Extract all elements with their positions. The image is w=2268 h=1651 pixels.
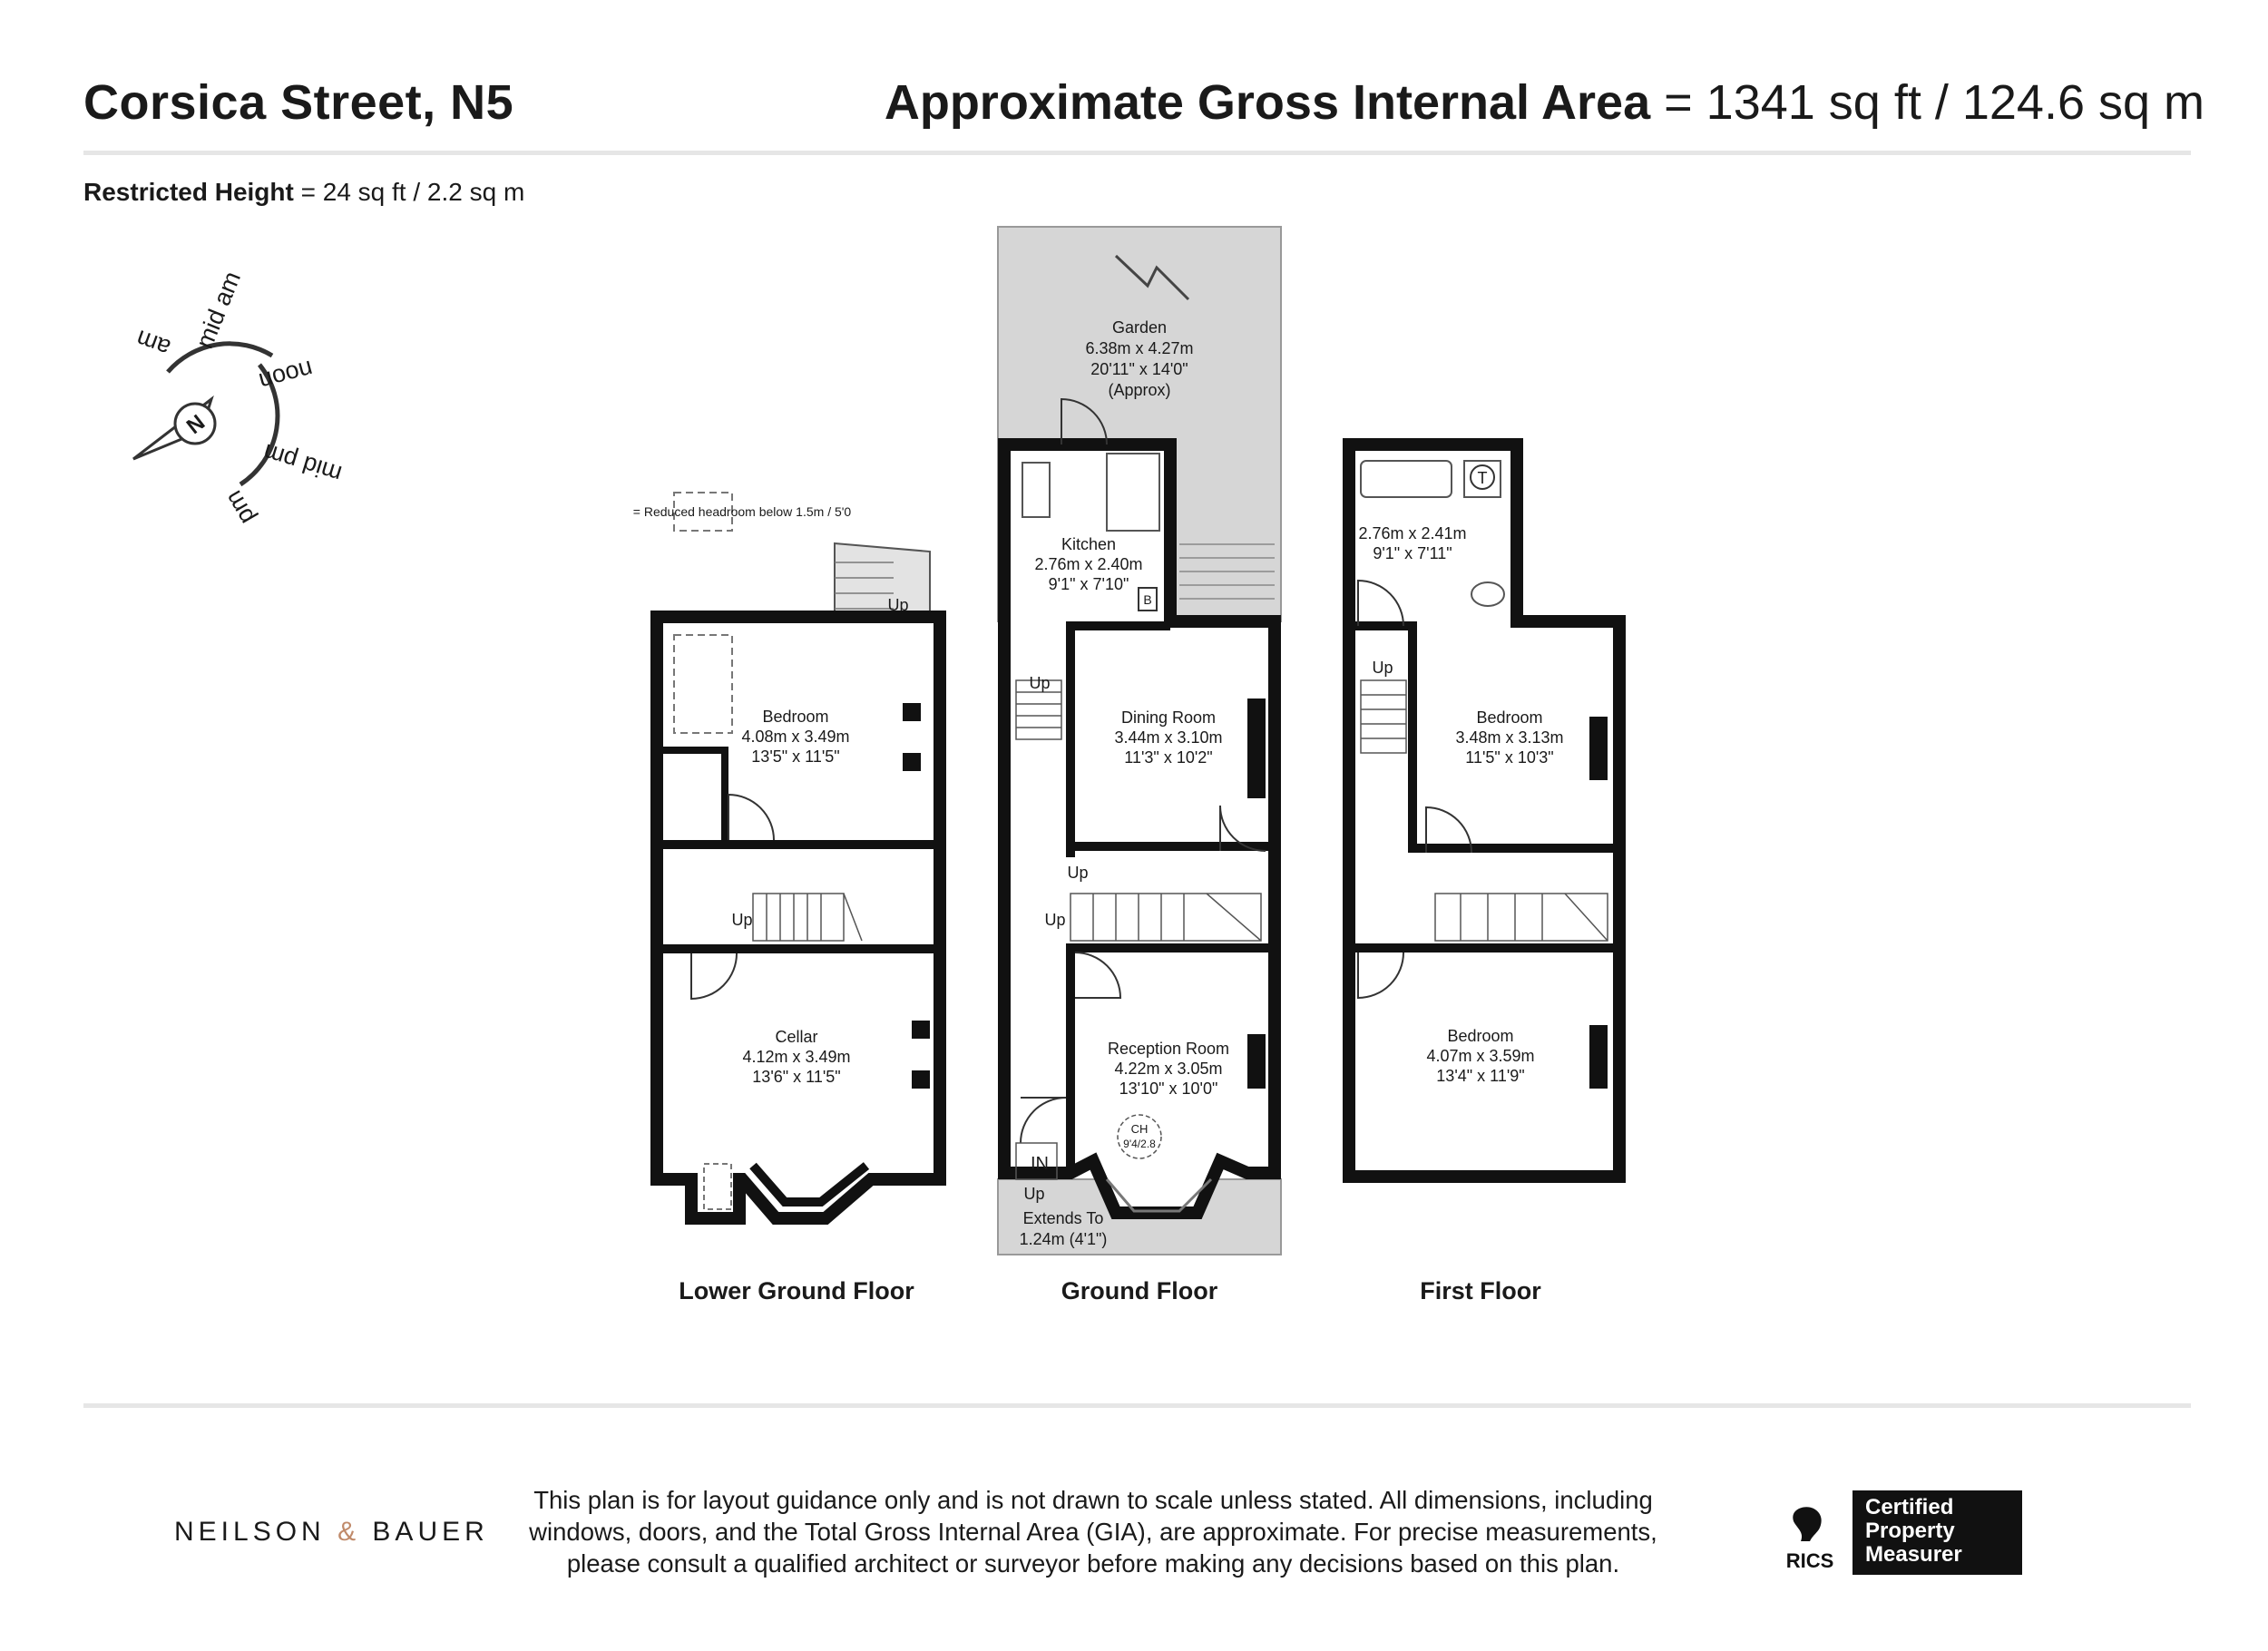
gf-up-label-mid: Up [1067, 864, 1089, 882]
ff-up-label: Up [1372, 659, 1393, 677]
bathroom-metric: 2.76m x 2.41m [1358, 524, 1467, 542]
compass-label-noon: noon [256, 355, 317, 396]
badge-line-1: Certified [1865, 1495, 1954, 1519]
kitchen-imperial: 9'1" x 7'10" [1048, 575, 1129, 593]
gf-up-label-front: Up [1023, 1185, 1045, 1203]
ff-bedroom-front-imperial: 13'4" x 11'9" [1436, 1067, 1525, 1085]
gf-up-label-stairs: Up [1044, 911, 1066, 929]
dining-name: Dining Room [1120, 708, 1217, 727]
badge-line-3: Measurer [1865, 1542, 1962, 1567]
rics-lion-icon [1793, 1507, 1821, 1541]
gf-up-label-rear: Up [1029, 674, 1051, 692]
lower-ground-floor-plan [657, 543, 940, 1218]
gia-value: = 1341 sq ft / 124.6 sq m [1664, 75, 2204, 130]
lgf-cellar-metric: 4.12m x 3.49m [742, 1048, 851, 1066]
lgf-bedroom-metric: 4.08m x 3.49m [741, 728, 850, 746]
dining-metric: 3.44m x 3.10m [1114, 728, 1223, 747]
ceiling-height-value: 9'4/2.8 [1123, 1138, 1156, 1150]
gia-label: Approximate Gross Internal Area [884, 75, 1651, 130]
kitchen-name: Kitchen [1061, 535, 1117, 553]
boiler-label: B [1143, 592, 1152, 607]
lgf-cellar-name: Cellar [775, 1028, 818, 1046]
first-floor-label: First Floor [1420, 1277, 1541, 1304]
compass-label-mid-am: mid am [191, 267, 247, 353]
compass-north-label: N [181, 410, 210, 440]
extends-value: 1.24m (4'1") [1019, 1230, 1108, 1248]
compass-label-pm: pm [219, 485, 260, 530]
compass-label-mid-pm: mid pm [259, 438, 346, 488]
garden-metric: 6.38m x 4.27m [1085, 339, 1194, 357]
restricted-label: Restricted Height [83, 178, 294, 206]
lgf-bedroom-name: Bedroom [762, 708, 829, 726]
extends-label: Extends To [1022, 1209, 1104, 1227]
dining-imperial: 11'3" x 10'2" [1124, 748, 1213, 767]
garden-note: (Approx) [1108, 381, 1171, 399]
ff-bedroom-rear-metric: 3.48m x 3.13m [1455, 728, 1564, 747]
brand-ampersand: & [337, 1517, 361, 1547]
reception-imperial: 13'10" x 10'0" [1119, 1080, 1218, 1098]
rics-logo [1774, 1501, 1846, 1574]
brand-left: NEILSON [174, 1517, 326, 1547]
lower-ground-floor-label: Lower Ground Floor [679, 1277, 914, 1304]
ff-bedroom-front-metric: 4.07m x 3.59m [1426, 1047, 1535, 1065]
bathroom-imperial: 9'1" x 7'11" [1373, 544, 1452, 562]
ff-bedroom-rear-name: Bedroom [1476, 708, 1543, 727]
certified-property-measurer-badge [1853, 1490, 2022, 1575]
first-floor-plan [1349, 444, 1619, 1177]
ground-floor-label: Ground Floor [1061, 1277, 1218, 1304]
compass-label-am: am [132, 324, 174, 362]
badge-line-2: Property [1865, 1519, 1955, 1543]
brand-logo [174, 1517, 489, 1548]
reception-name: Reception Room [1107, 1040, 1230, 1058]
ff-bedroom-front-name: Bedroom [1447, 1027, 1514, 1045]
lgf-up-label-rear: Up [887, 596, 909, 614]
page-title: Corsica Street, N5 [83, 75, 514, 130]
ground-floor-plan [998, 227, 1281, 1255]
ff-bedroom-rear-imperial: 11'5" x 10'3" [1465, 748, 1554, 767]
reception-metric: 4.22m x 3.05m [1114, 1060, 1223, 1078]
footer-divider [83, 1403, 2191, 1408]
entrance-label: IN [1031, 1154, 1049, 1174]
disclaimer-text: This plan is for layout guidance only and is not drawn to scale unless stated. All dimensions, including windows, doors, and the Total Gross Internal Area (GIA), are approximate. For precise measurements, please consult a qualified architect or surveyor before making any decisions based on this plan. [529, 1486, 1657, 1578]
garden-imperial: 20'11" x 14'0" [1090, 360, 1188, 378]
brand-right: BAUER [372, 1517, 489, 1547]
toilet-label: T [1477, 469, 1488, 487]
lgf-cellar-imperial: 13'6" x 11'5" [752, 1068, 841, 1086]
rics-label: RICS [1785, 1549, 1834, 1572]
lgf-up-label-hall: Up [731, 911, 753, 929]
compass-rose [132, 268, 345, 529]
lgf-bedroom-imperial: 13'5" x 11'5" [751, 747, 840, 766]
kitchen-metric: 2.76m x 2.40m [1034, 555, 1143, 573]
legend-text: = Reduced headroom below 1.5m / 5'0 [632, 504, 852, 519]
ceiling-height-label: CH [1130, 1122, 1149, 1136]
garden-name: Garden [1111, 318, 1168, 337]
restricted-value: = 24 sq ft / 2.2 sq m [300, 178, 525, 206]
